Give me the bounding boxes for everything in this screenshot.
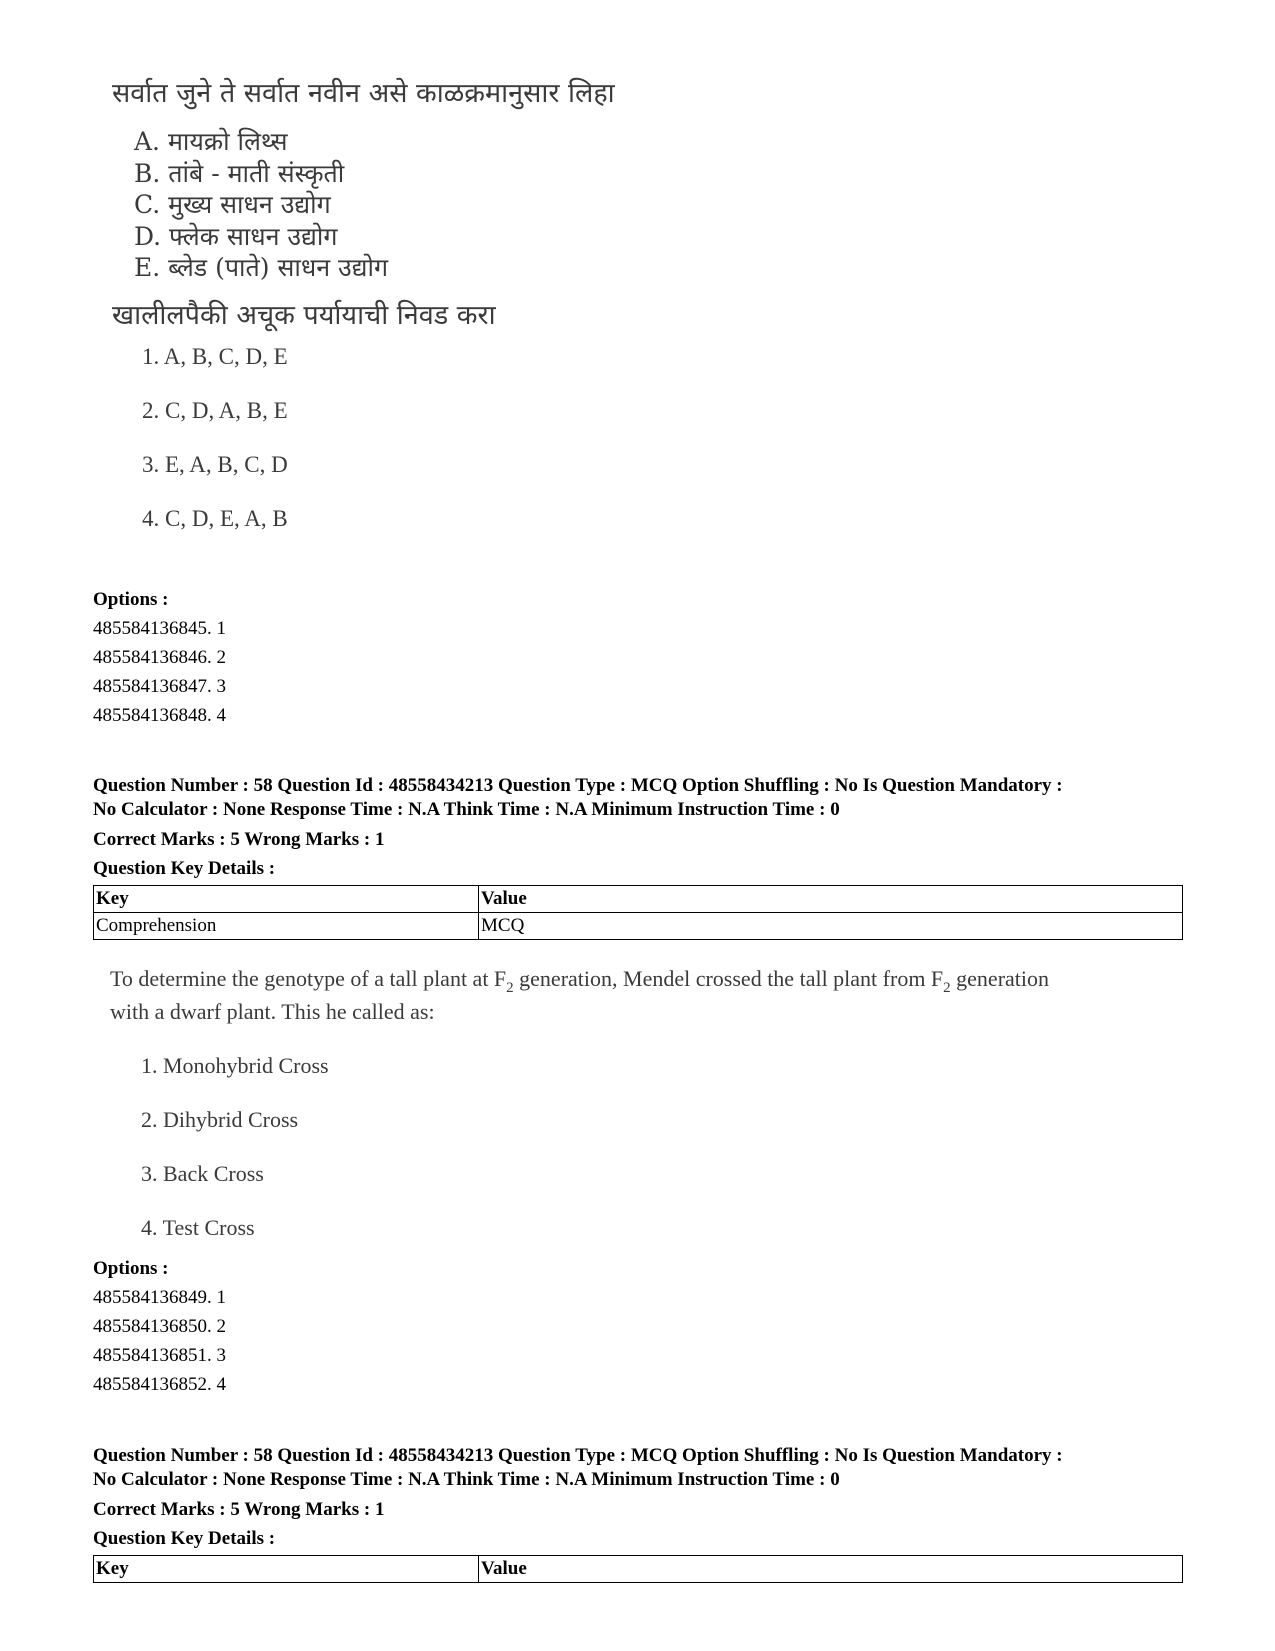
table-header-value: Value: [479, 1556, 1183, 1583]
table-header-row: [94, 1556, 1183, 1583]
table-cell: MCQ: [479, 913, 1183, 940]
question-b-stem: [110, 962, 1170, 1028]
question-a-choice: 3. E, A, B, C, D: [142, 451, 288, 477]
question-meta-line: Question Number : 58 Question Id : 48558434213 Question Type : MCQ Option Shuffling : No Is Question Mandatory :: [93, 1445, 1063, 1466]
option-line: 485584136848. 4: [93, 705, 226, 726]
options-label: Options :: [93, 1258, 169, 1279]
question-b-options: [93, 1254, 226, 1399]
marks-line: Correct Marks : 5 Wrong Marks : 1: [93, 829, 385, 850]
question-a-image: [110, 76, 810, 556]
question-a-options: [93, 585, 226, 730]
question-a-item: C. मुख्य साधन उद्योग: [134, 190, 331, 219]
option-line: 485584136852. 4: [93, 1374, 226, 1395]
question-a-choices: [142, 340, 810, 556]
table-header-key: Key: [94, 886, 479, 913]
stem-subscript: 2: [943, 980, 951, 996]
question-a-item: E. ब्लेड (पाते) साधन उद्योग: [134, 253, 389, 282]
stem-text: To determine the genotype of a tall plant at F: [110, 966, 507, 991]
question-b-choices: [141, 1049, 1170, 1265]
question-b-key-table: [93, 885, 1183, 940]
option-line: 485584136849. 1: [93, 1287, 226, 1308]
question-a-choice: 1. A, B, C, D, E: [142, 343, 288, 369]
question-a-instruction: खालीलपैकी अचूक पर्यायाची निवड करा: [112, 299, 496, 331]
stem-subscript: 2: [506, 980, 514, 996]
question-meta-line: No Calculator : None Response Time : N.A Think Time : N.A Minimum Instruction Time : 0: [93, 1468, 840, 1490]
options-label: Options :: [93, 589, 169, 610]
table-header-key: Key: [94, 1556, 479, 1583]
question-c-key-table: [93, 1555, 1183, 1583]
question-meta-line: No Calculator : None Response Time : N.A Think Time : N.A Minimum Instruction Time : 0: [93, 798, 840, 820]
question-b-choice: 3. Back Cross: [141, 1161, 264, 1186]
question-b-choice: 2. Dihybrid Cross: [141, 1107, 299, 1132]
option-line: 485584136846. 2: [93, 647, 226, 668]
key-details-label: Question Key Details :: [93, 1528, 276, 1549]
question-b-meta: [93, 774, 1193, 883]
question-b-image: [110, 962, 1170, 1265]
question-a-item: A. मायक्रो लिथ्स: [134, 127, 288, 156]
question-a-stem: सर्वात जुने ते सर्वात नवीन असे काळक्रमानुसार लिहा: [112, 78, 615, 109]
stem-text: with a dwarf plant. This he called as:: [110, 999, 435, 1024]
table-header-row: [94, 886, 1183, 913]
stem-text: generation, Mendel crossed the tall plant from F: [513, 966, 944, 991]
question-c-meta: [93, 1444, 1193, 1553]
question-a-item: D. फ्लेक साधन उद्योग: [134, 221, 338, 251]
question-meta-line: Question Number : 58 Question Id : 48558434213 Question Type : MCQ Option Shuffling : No Is Question Mandatory :: [93, 775, 1063, 796]
option-line: 485584136845. 1: [93, 618, 226, 639]
question-b-choice: 1. Monohybrid Cross: [141, 1053, 329, 1078]
table-row: [94, 913, 1183, 940]
key-details-label: Question Key Details :: [93, 858, 276, 879]
option-line: 485584136851. 3: [93, 1345, 226, 1366]
question-a-choice: 4. C, D, E, A, B: [142, 505, 288, 531]
question-a-choice: 2. C, D, A, B, E: [142, 397, 288, 423]
question-a-item: B. तांबे - माती संस्कृती: [134, 158, 345, 188]
marks-line: Correct Marks : 5 Wrong Marks : 1: [93, 1499, 385, 1520]
option-line: 485584136850. 2: [93, 1316, 226, 1337]
table-header-value: Value: [479, 886, 1183, 913]
question-b-choice: 4. Test Cross: [141, 1215, 255, 1240]
stem-text: generation: [950, 966, 1050, 991]
question-a-items: [134, 126, 810, 284]
option-line: 485584136847. 3: [93, 676, 226, 697]
table-cell: Comprehension: [94, 913, 479, 940]
